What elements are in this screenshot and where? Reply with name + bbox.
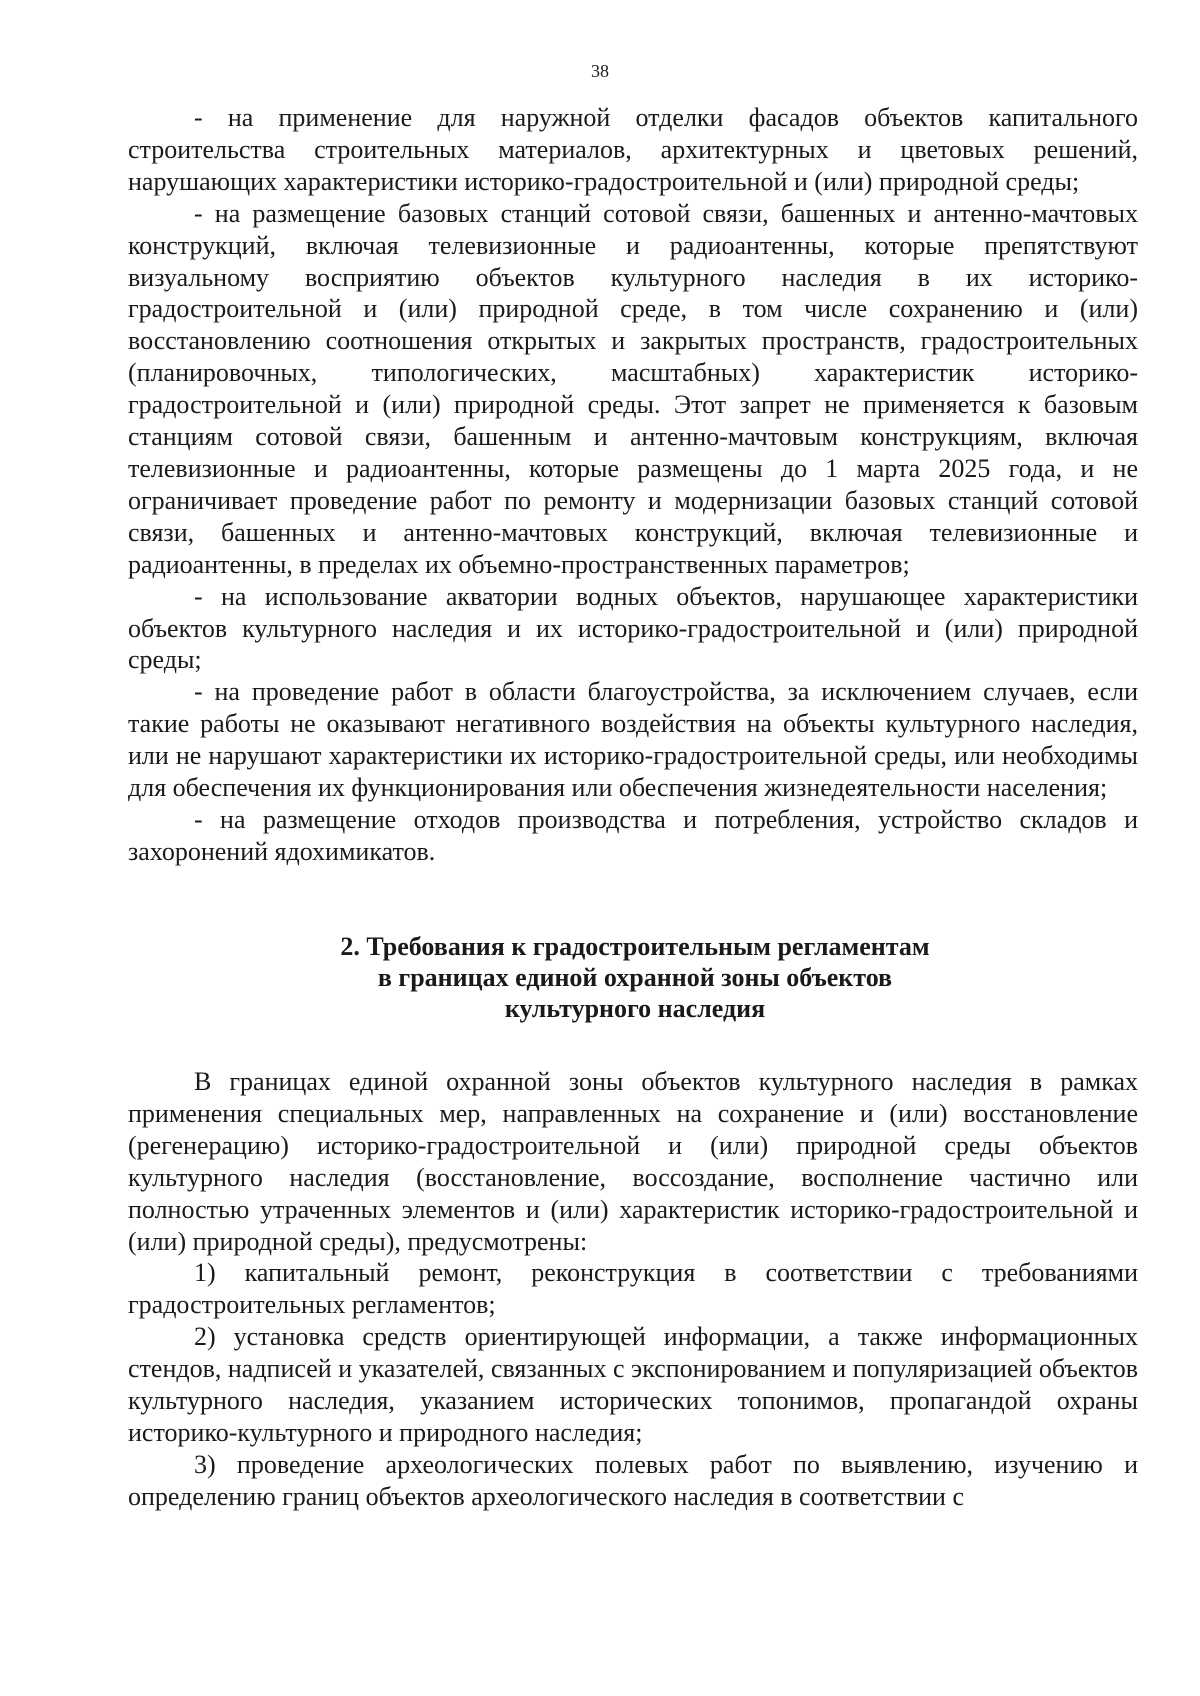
- section-heading: [240, 931, 1030, 1024]
- section-heading-line-3: культурного наследия: [504, 994, 766, 1023]
- prohibitions-list: [128, 102, 1138, 868]
- section-heading-line-2: в границах единой охранной зоны объектов: [377, 963, 893, 992]
- paragraph-waste-disposal: - на размещение отходов производства и потребления, устройство складов и захоронений ядохимикатов.: [128, 804, 1138, 866]
- page-number: 38: [591, 61, 609, 81]
- paragraph-landscaping: - на проведение работ в области благоустройства, за исключением случаев, если такие работы не оказывают негативного воздействия на объекты культурного наследия, или не нарушают характеристики их историко-градостроительной среды, или необходимы для обеспечения их функционирования или обеспечения жизнедеятельности населения;: [128, 677, 1138, 803]
- paragraph-intro: В границах единой охранной зоны объектов культурного наследия в рамках применения специальных мер, направленных на сохранение и (или) восстановление (регенерацию) историко-градостроительной и (или) природной среды объектов культурного наследия (восстановление, воссоздание, восполнение частично или полностью утраченных элементов и (или) характеристик историко-градостроительной и (или) природной среды), предусмотрены:: [128, 1067, 1138, 1256]
- paragraph-cellular-stations: - на размещение базовых станций сотовой связи, башенных и антенно-мачтовых конструкций, включая телевизионные и радиоантенны, которые препятствуют визуальному восприятию объектов культурного наследия в их историко-градостроительной и (или) природной среде, в том числе сохранению и (или) восстановлению соотношения открытых и закрытых пространств, градостроительных (планировочных, типологических, масштабных) характеристик историко-градостроительной и (или) природной среды. Этот запрет не применяется к базовым станциям сотовой связи, башенным и антенно-мачтовым конструкциям, включая телевизионные и радиоантенны, которые размещены до 1 марта 2025 года, и не ограничивает проведение работ по ремонту и модернизации базовых станций сотовой связи, башенных и антенно-мачтовых конструкций, включая телевизионные и радиоантенны, в пределах их объемно-пространственных параметров;: [128, 198, 1138, 579]
- paragraph-water-areas: - на использование акватории водных объектов, нарушающее характеристики объектов культурного наследия и их историко-градостроительной и (или) природной среды;: [128, 581, 1138, 675]
- requirements-list: [128, 1066, 1138, 1513]
- list-item-1: 1) капитальный ремонт, реконструкция в соответствии с требованиями градостроительных регламентов;: [128, 1258, 1138, 1320]
- paragraph-facade-materials: - на применение для наружной отделки фасадов объектов капитального строительства строительных материалов, архитектурных и цветовых решений, нарушающих характеристики историко-градостроительной и (или) природной среды;: [128, 103, 1138, 196]
- list-item-2: 2) установка средств ориентирующей информации, а также информационных стендов, надписей и указателей, связанных с экспонированием и популяризацией объектов культурного наследия, указанием исторических топонимов, пропагандой охраны историко-культурного и природного наследия;: [128, 1322, 1138, 1447]
- section-heading-line-1: 2. Требования к градостроительным регламентам: [340, 932, 930, 961]
- list-item-3: 3) проведение археологических полевых работ по выявлению, изучению и определению границ объектов археологического наследия в соответствии с: [128, 1449, 1138, 1511]
